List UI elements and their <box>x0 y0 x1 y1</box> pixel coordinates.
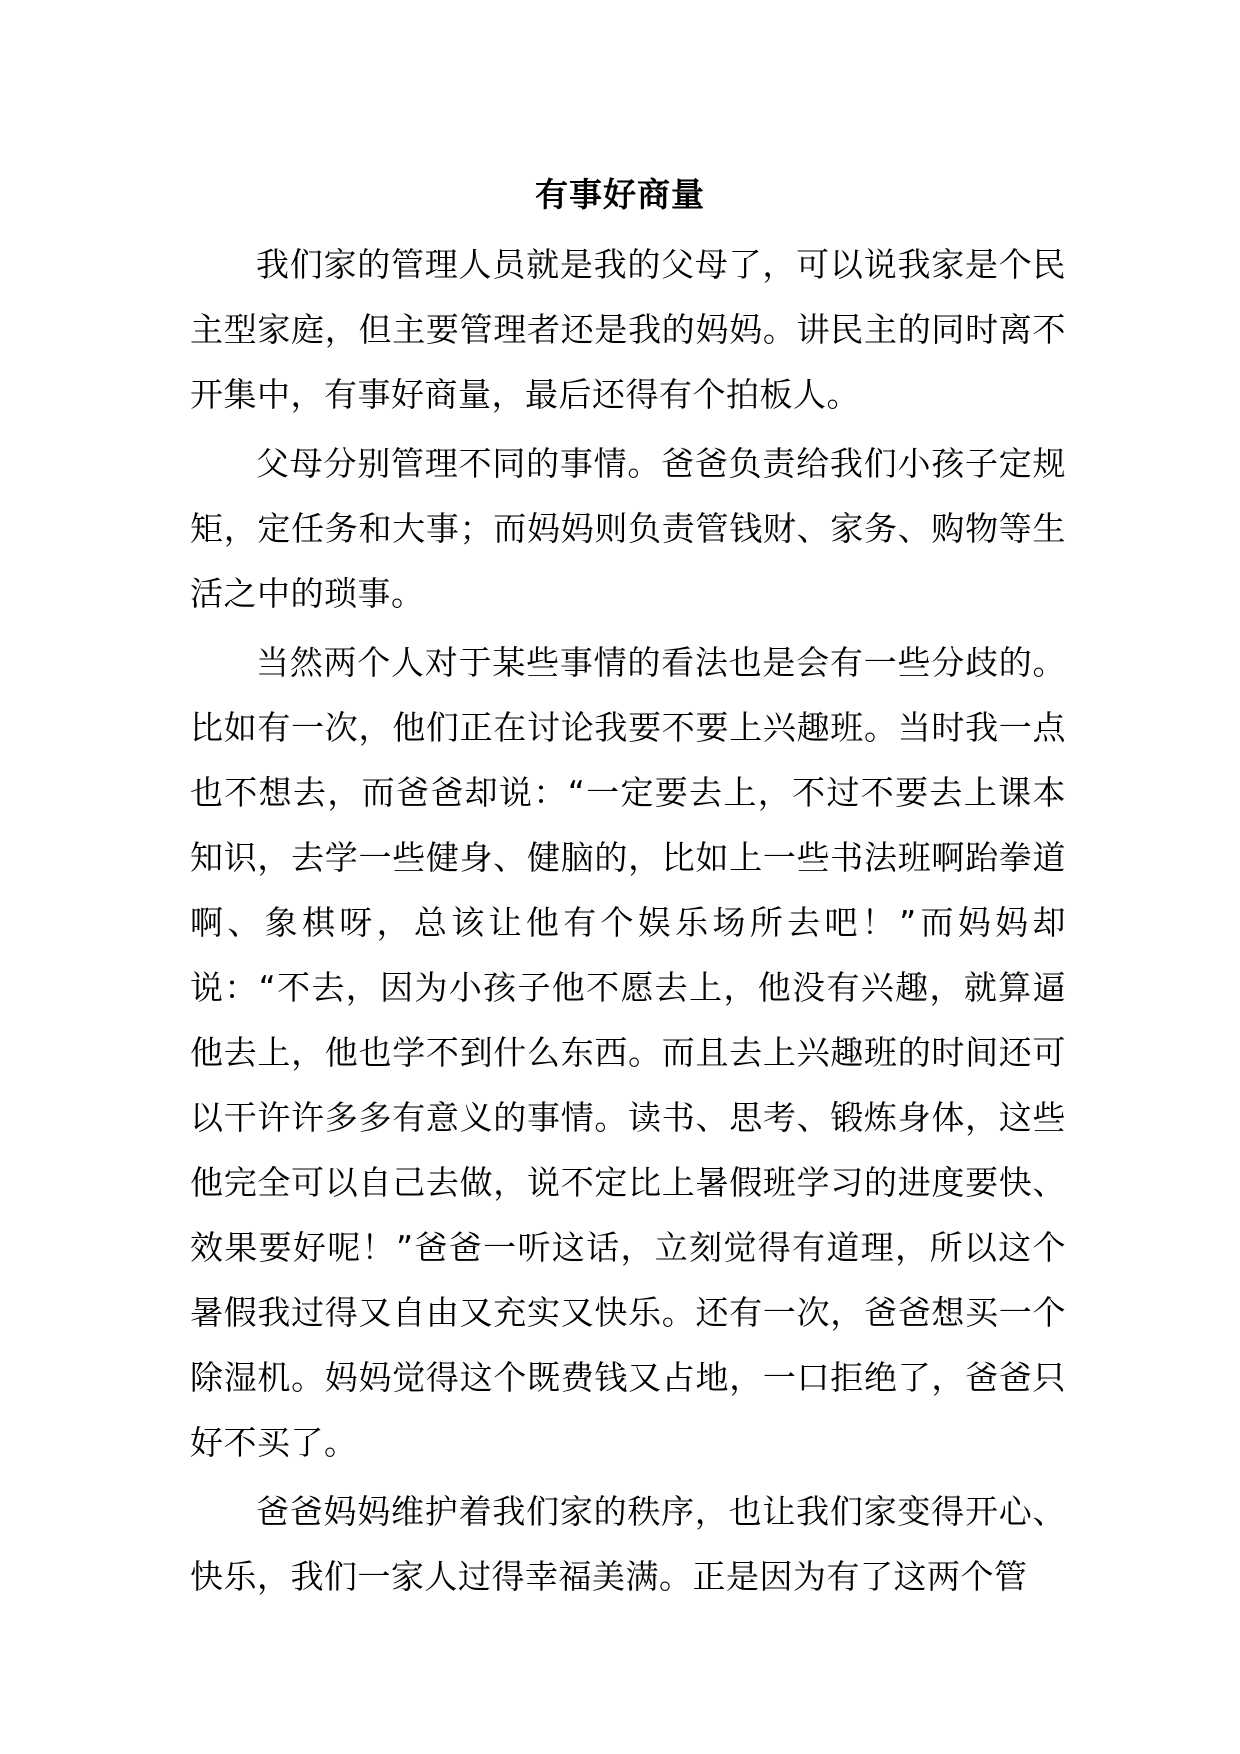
paragraph-4: 爸爸妈妈维护着我们家的秩序，也让我们家变得开心、快乐，我们一家人过得幸福美满。正是因为有了这两个管 <box>190 1492 1066 1596</box>
paragraph-2: 父母分别管理不同的事情。爸爸负责给我们小孩子定规矩，定任务和大事；而妈妈则负责管钱财、家务、购物等生活之中的琐事。 <box>190 444 1066 613</box>
document-body <box>190 232 1066 1613</box>
document-title: 有事好商量 <box>535 175 705 214</box>
paragraph-3: 当然两个人对于某些事情的看法也是会有一些分歧的。比如有一次，他们正在讨论我要不要上兴趣班。当时我一点也不想去，而爸爸却说：“一定要去上，不过不要去上课本知识，去学一些健身、健脑的，比如上一些书法班啊跆拳道啊、象棋呀，总该让他有个娱乐场所去吧！”而妈妈却说：“不去，因为小孩子他不愿去上，他没有兴趣，就算逼他去上，他也学不到什么东西。而且去上兴趣班的时间还可以干许许多多有意义的事情。读书、思考、锻炼身体，这些他完全可以自己去做，说不定比上暑假班学习的进度要快、效果要好呢！”爸爸一听这话，立刻觉得有道理，所以这个暑假我过得又自由又充实又快乐。还有一次，爸爸想买一个除湿机。妈妈觉得这个既费钱又占地，一口拒绝了，爸爸只好不买了。 <box>190 643 1066 1462</box>
paragraph-1: 我们家的管理人员就是我的父母了，可以说我家是个民主型家庭，但主要管理者还是我的妈妈。讲民主的同时离不开集中，有事好商量，最后还得有个拍板人。 <box>190 245 1066 414</box>
